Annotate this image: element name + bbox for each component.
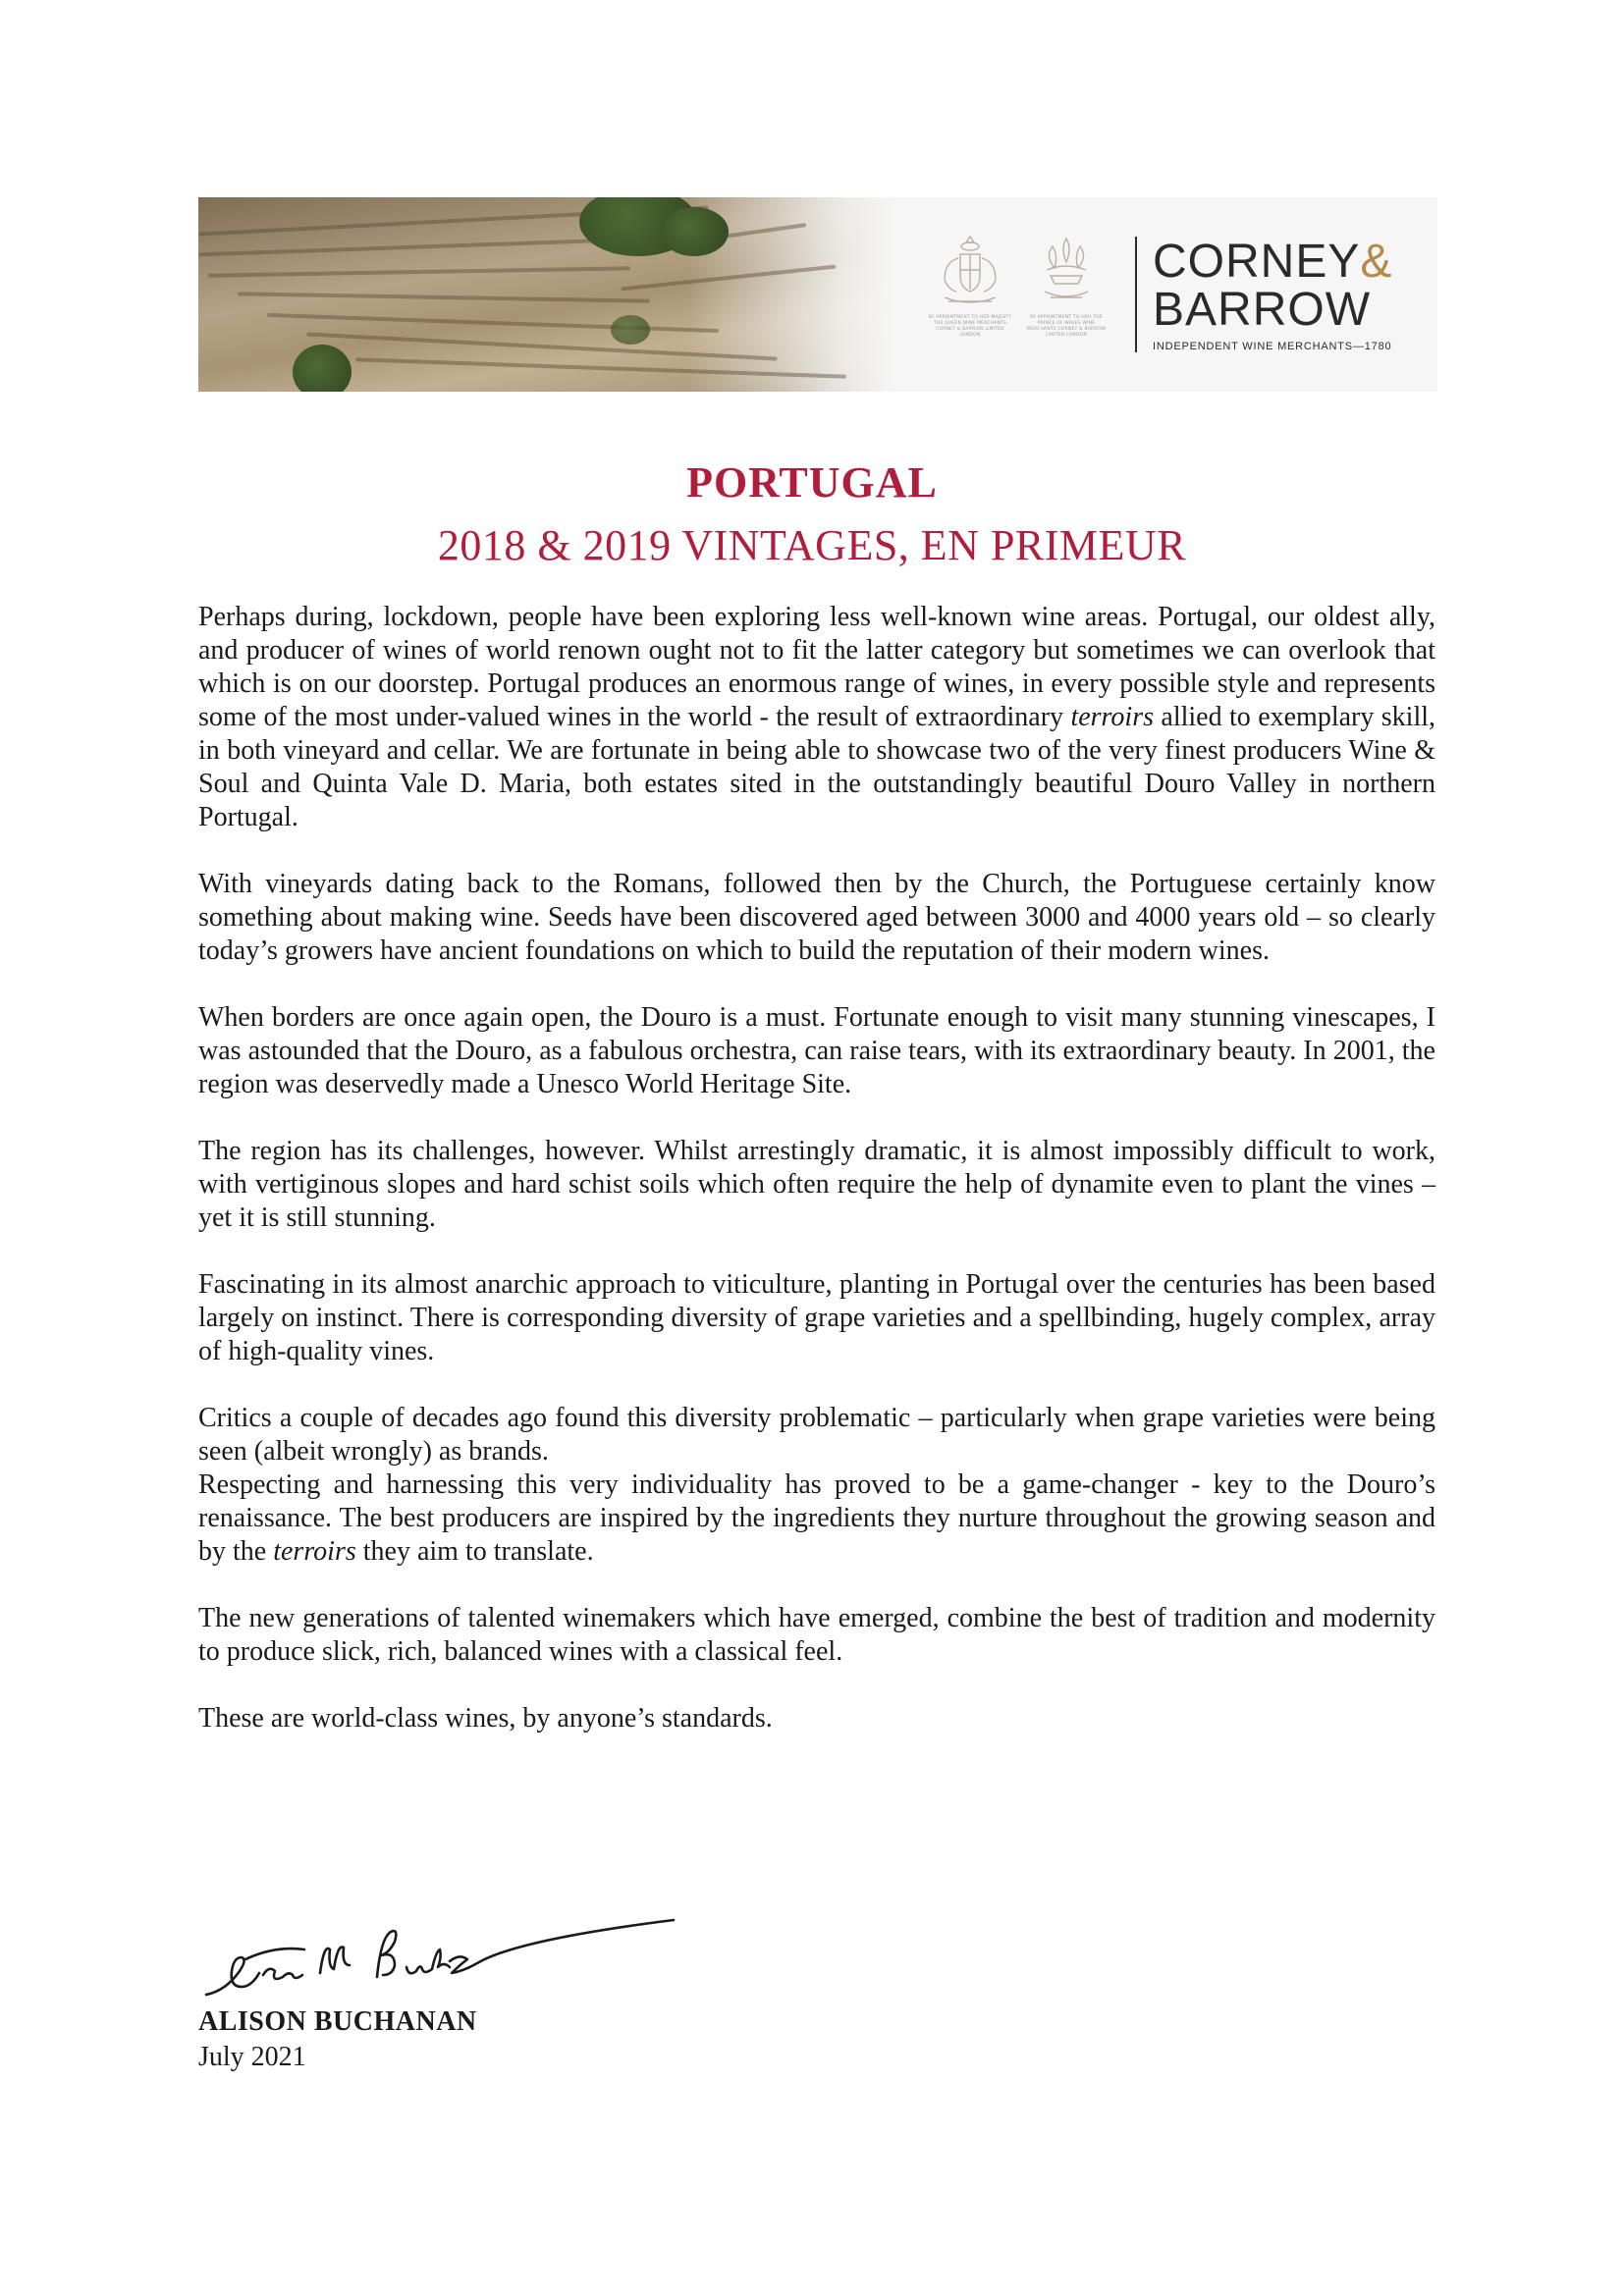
paragraph-closing: These are world-class wines, by anyone’s standards. <box>198 1703 773 1734</box>
handwritten-signature-icon <box>202 1896 693 2004</box>
paragraph-winemakers: The new generations of talented winemakers which have emerged, combine the best of tradition and modernity to produce slick, rich, balanced wines with a classical feel. <box>198 1603 1435 1667</box>
warrant-text-queen: BY APPOINTMENT TO HER MAJESTY THE QUEEN WINE MERCHANTS CORNEY & BARROW LIMITED LONDON <box>928 315 1012 338</box>
logo-tagline: INDEPENDENT WINE MERCHANTS—1780 <box>1153 341 1392 352</box>
logo-line-1: CORNEY& <box>1153 236 1393 288</box>
prince-of-wales-feathers-icon <box>1031 233 1102 311</box>
corney-barrow-logo <box>1153 236 1393 352</box>
paragraph-renaissance: Respecting and harnessing this very individuality has proved to be a game-changer - key to the Douro’s renaissance. The best producers are inspired by the ingredients they nurture throughout the growing season and by the terroirs they aim to translate. <box>198 1469 1435 1567</box>
logo-line-2: BARROW <box>1153 284 1371 336</box>
royal-warrant-prince <box>1026 233 1107 338</box>
warrant-text-prince: BY APPOINTMENT TO HRH THE PRINCE OF WALES WINE MERCHANTS CORNEY & BARROW LIMITED LONDON <box>1026 315 1107 338</box>
page-title: PORTUGAL <box>686 458 938 507</box>
brand-divider <box>1135 237 1137 352</box>
paragraph-critics: Critics a couple of decades ago found this diversity problematic – particularly when grape varieties were being seen (albeit wrongly) as brands. <box>198 1403 1435 1467</box>
vineyard-terraces-photo <box>198 197 895 392</box>
paragraph-intro: Perhaps during, lockdown, people have been exploring less well-known wine areas. Portugal, our oldest ally, and producer of wines of world renown ought not to fit the latter category but sometimes we can overlook that which is on our doorstep. Portugal produces an enormous range of wines, in every possible style and represents some of the most under-valued wines in the world - the result of extraordinary terroirs allied to exemplary skill, in both vineyard and cellar. We are fortunate in being able to showcase two of the very finest producers Wine & Soul and Quinta Vale D. Maria, both estates sited in the outstandingly beautiful Douro Valley in northern Portugal. <box>198 602 1435 832</box>
header-banner <box>198 197 1437 392</box>
page-subtitle: 2018 & 2019 VINTAGES, EN PRIMEUR <box>437 521 1187 569</box>
letter-date: July 2021 <box>198 2042 306 2072</box>
royal-coat-of-arms-icon <box>935 233 1005 311</box>
paragraph-viticulture: Fascinating in its almost anarchic approach to viticulture, planting in Portugal over the centuries has been based largely on instinct. There is corresponding diversity of grape varieties and a spellbinding, hugely complex, array of high-quality vines. <box>198 1269 1435 1366</box>
signatory-name: ALISON BUCHANAN <box>198 2006 477 2037</box>
paragraph-douro: When borders are once again open, the Douro is a must. Fortunate enough to visit many stunning vinescapes, I was astounded that the Douro, as a fabulous orchestra, can raise tears, with its extraordinary beauty. In 2001, the region was deservedly made a Unesco World Heritage Site. <box>198 1002 1435 1099</box>
paragraph-history: With vineyards dating back to the Romans, followed then by the Church, the Portuguese certainly know something about making wine. Seeds have been discovered aged between 3000 and 4000 years old – so clearly today’s growers have ancient foundations on which to build the reputation of their modern wines. <box>198 869 1435 966</box>
royal-warrant-queen <box>928 233 1012 338</box>
paragraph-challenges: The region has its challenges, however. Whilst arrestingly dramatic, it is almost impossibly difficult to work, with vertiginous slopes and hard schist soils which often require the help of dynamite even to plant the vines – yet it is still stunning. <box>198 1136 1435 1233</box>
brand-panel <box>895 197 1437 392</box>
letter-body <box>198 601 1435 1769</box>
